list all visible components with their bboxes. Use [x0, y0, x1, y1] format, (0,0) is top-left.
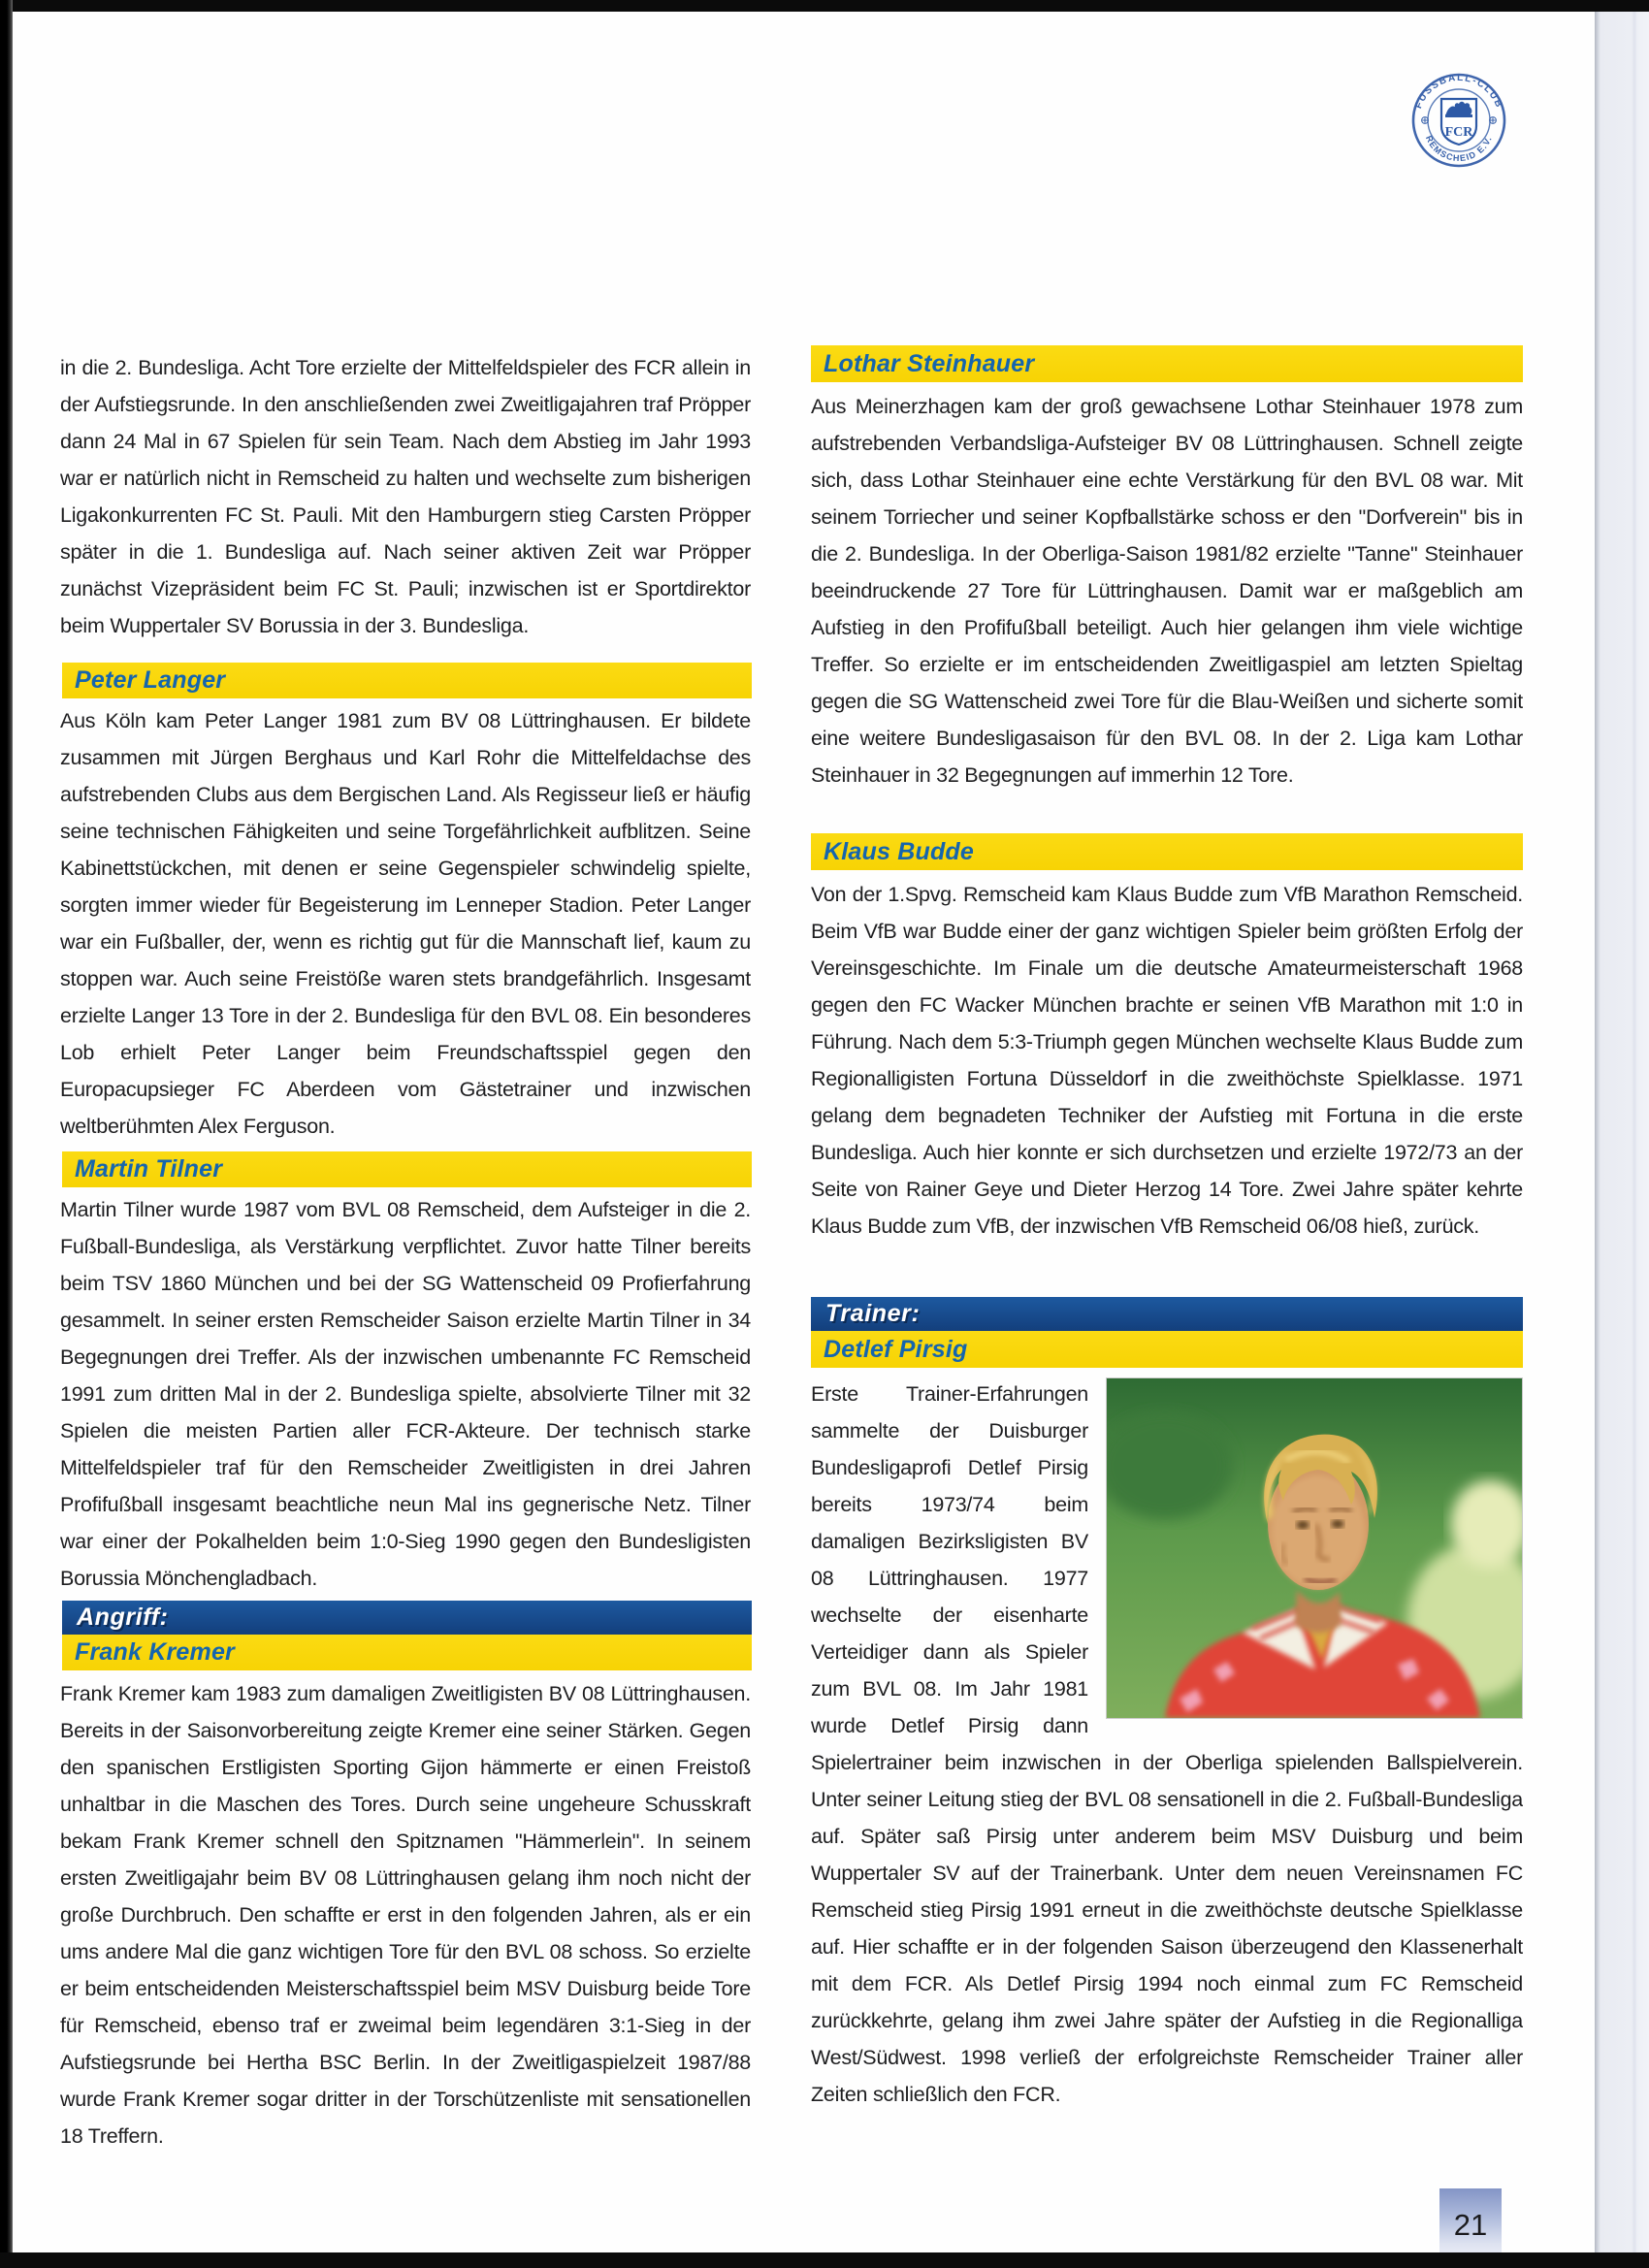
group-title: Trainer:: [825, 1300, 921, 1327]
section-title: Martin Tilner: [75, 1155, 223, 1183]
section-title: Frank Kremer: [75, 1638, 235, 1666]
section-bar-peter-langer: [62, 663, 752, 698]
klaus-budde-text: Von der 1.Spvg. Remscheid kam Klaus Budde zum VfB Marathon Remscheid. Beim VfB war Budde einer der ganz wichtigen Spieler beim größten Erfolg der Vereinsgeschichte. Im Finale um die deutsche Amateurmeisterschaft 1968 gegen den FC Wacker München brachte er seinen VfB Marathon mit 1:0 in Führung. Nach dem 5:3-Triumph gegen München wechselte Klaus Budde zum Regionalligisten Fortuna Düsseldorf in die zweithöchste Spielklasse. 1971 gelang dem begnadeten Techniker der Aufstieg mit Fortuna in die erste Bundesliga. Auch hier konnte er sich durchsetzen und erzielte 1972/73 an der Seite von Rainer Geye und Dieter Herzog 14 Tore. Zwei Jahre später kehrte Klaus Budde zum VfB, der inzwischen VfB Remscheid 06/08 hieß, zurück.: [811, 883, 1523, 1238]
martin-tilner-text: Martin Tilner wurde 1987 vom BVL 08 Remscheid, dem Aufsteiger in die 2. Fußball-Bundesliga, als Verstärkung verpflichtet. Zuvor hatte Tilner bereits beim TSV 1860 München und bei der SG Wattenscheid 09 Profierfahrung gesammelt. In seiner ersten Remscheider Saison erzielte Martin Tilner in 34 Begegnungen drei Treffer. Als der inzwischen umbenannte FC Remscheid 1991 zum dritten Mal in der 2. Bundesliga spielte, absolvierte Tilner mit 32 Spielen die meisten Partien aller FCR-Akteure. Der technisch starke Mittelfeldspieler traf für den Remscheider Zweitligisten in drei Jahren Profifußball insgesamt beachtliche neun Mal ins gegnerische Netz. Tilner war einer der Pokalhelden beim 1:0-Sieg 1990 gegen den Bundesligisten Borussia Mönchengladbach.: [60, 1198, 751, 1590]
section-bar-detlef-pirsig: [811, 1331, 1523, 1368]
scan-edge-left: [0, 0, 13, 2268]
klaus-budde-paragraph: [811, 876, 1523, 1293]
lothar-steinhauer-text: Aus Meinerzhagen kam der groß gewachsene Lothar Steinhauer 1978 zum aufstrebenden Verbandsliga-Aufsteiger BV 08 Lüttringhausen. Schnell zeigte sich, dass Lothar Steinhauer eine echte Verstärkung für den BVL 08 war. Mit seinem Torriecher und seiner Kopfballstärke schoss er den "Dorfverein" bis in die 2. Bundesliga. In der Oberliga-Saison 1981/82 erzielte "Tanne" Steinhauer beeindruckende 27 Tore für Lüttringhausen. Damit war er maßgeblich am Aufstieg in den Profifußball beteiligt. Auch hier gelangen ihm viele wichtige Treffer. So erzielte er im entscheidenden Zweitligaspiel am letzten Spieltag gegen die SG Wattenscheid zwei Tore für die Blau-Weißen und sicherte somit eine weitere Bundesligasaison für den BVL 08. In der 2. Liga kam Lothar Steinhauer in 32 Begegnungen auf immerhin 12 Tore.: [811, 395, 1523, 787]
fcr-club-logo: [1408, 66, 1509, 175]
proepper-intro-paragraph: [60, 349, 751, 664]
peter-langer-paragraph: [60, 702, 751, 1147]
section-bar-frank-kremer: [62, 1635, 752, 1670]
detlef-pirsig-text: Erste Trainer-Erfahrungen sammelte der Duisburger Bundesligaprofi Detlef Pirsig bereits 1973/74 beim damaligen Bezirksligisten BV 08 Lüttringhausen. 1977 wechselte der eisenharte Verteidiger dann als Spieler zum BVL 08. Im Jahr 1981 wurde Detlef Pirsig dann Spielertrainer beim inzwischen in der Oberliga spielenden Ballspielverein. Unter seiner Leitung stieg der BVL 08 sensationell in die 2. Fußball-Bundesliga auf. Später saß Pirsig unter anderem beim MSV Duisburg und beim Wuppertaler SV auf der Trainerbank. Unter dem neuen Vereinsnamen FC Remscheid stieg Pirsig 1991 erneut in die zweithöchste deutsche Spielklasse auf. Hier schaffte er in der folgenden Saison überzeugend den Klassenerhalt mit dem FCR. Als Detlef Pirsig 1994 noch einmal zum FC Remscheid zurückkehrte, gelang ihm zwei Jahre später der Aufstieg in die Regionalliga West/Südwest. 1998 verließ der erfolgreichste Remscheider Trainer aller Zeiten schließlich den FCR.: [811, 1382, 1523, 2106]
section-title: Lothar Steinhauer: [824, 349, 1035, 377]
logo-star-left: [1422, 117, 1429, 124]
proepper-intro-text: in die 2. Bundesliga. Acht Tore erzielte der Mittelfeldspieler des FCR allein in der Aufstiegsrunde. In den anschließenden zwei Zweitligajahren traf Pröpper dann 24 Mal in 67 Spielen für sein Team. Nach dem Abstieg im Jahr 1993 war er natürlich nicht in Remscheid zu halten und wechselte zum bisherigen Ligakonkurrenten FC St. Pauli. Mit den Hamburgern stieg Carsten Pröpper später in die 1. Bundesliga auf. Nach seiner aktiven Zeit war Pröpper zunächst Vizepräsident beim FC St. Pauli; inzwischen ist er Sportdirektor beim Wuppertaler SV Borussia in der 3. Bundesliga.: [60, 356, 751, 637]
section-title: Klaus Budde: [824, 837, 974, 865]
frank-kremer-paragraph: [60, 1675, 751, 2168]
scan-edge-top: [0, 0, 1649, 12]
scan-right-page-edge: [1595, 0, 1649, 2268]
logo-top-text: FUSSBALL-CLUB: [1413, 72, 1504, 111]
peter-langer-text: Aus Köln kam Peter Langer 1981 zum BV 08 Lüttringhausen. Er bildete zusammen mit Jürgen Berghaus und Karl Rohr die Mittelfeldachse des aufstrebenden Clubs aus dem Bergischen Land. Als Regisseur ließ er häufig seine technischen Fähigkeiten und seine Torgefährlichkeit aufblitzen. Seine Kabinettstückchen, mit denen er seine Gegenspieler schwindelig spielte, sorgten immer wieder für Begeisterung im Lenneper Stadion. Peter Langer war ein Fußballer, der, wenn es richtig gut für die Mannschaft lief, kaum zu stoppen war. Auch seine Freistöße waren stets brandgefährlich. Insgesamt erzielte Langer 13 Tore in der 2. Bundesliga für den BVL 08. Ein besonderes Lob erhielt Peter Langer beim Freundschaftsspiel gegen den Europacupsieger FC Aberdeen vom Gästetrainer und inzwischen weltberühmten Alex Ferguson.: [60, 709, 751, 1138]
frank-kremer-text: Frank Kremer kam 1983 zum damaligen Zweitligisten BV 08 Lüttringhausen. Bereits in der Saisonvorbereitung zeigte Kremer eine seiner Stärken. Gegen den spanischen Erstligisten Sporting Gijon hämmerte er einen Freistoß unhaltbar in die Maschen des Tores. Durch seine ungeheure Schusskraft bekam Frank Kremer schnell den Spitznamen "Hämmerlein". In seinem ersten Zweitligajahr beim BV 08 Lüttringhausen gelang ihm noch nicht der große Durchbruch. Den schaffte er erst in den folgenden Jahren, als er ein ums andere Mal die ganz wichtigen Tore für den BVL 08 schoss. So erzielte er beim entscheidenden Meisterschaftsspiel beim MSV Duisburg beide Tore für Remscheid, ebenso traf er zweimal beim legendären 3:1-Sieg in der Aufstiegsrunde bei Hertha BSC Berlin. In der Zweitligaspielzeit 1987/88 wurde Frank Kremer sogar dritter in der Torschützenliste mit sensationellen 18 Treffern.: [60, 1682, 751, 2148]
page-number-badge: [1439, 2188, 1502, 2262]
section-title: Detlef Pirsig: [824, 1335, 968, 1363]
scan-edge-bottom: [0, 2252, 1649, 2268]
section-bar-lothar-steinhauer: [811, 345, 1523, 382]
group-bar-angriff: [62, 1601, 752, 1635]
group-bar-trainer: [811, 1297, 1523, 1331]
martin-tilner-paragraph: [60, 1191, 751, 1597]
section-title: Peter Langer: [75, 666, 226, 694]
group-title: Angriff:: [77, 1604, 169, 1631]
detlef-pirsig-photo: [1106, 1377, 1523, 1719]
section-bar-klaus-budde: [811, 833, 1523, 870]
logo-star-right: [1490, 117, 1497, 124]
page-number: 21: [1453, 2208, 1488, 2242]
section-bar-martin-tilner: [62, 1151, 752, 1187]
logo-shield: [1441, 99, 1476, 145]
detlef-pirsig-paragraph: [811, 1376, 1523, 2124]
logo-shield-text: FCR: [1444, 125, 1473, 140]
logo-bottom-text: REMSCHEID E.V.: [1423, 134, 1495, 164]
lothar-steinhauer-paragraph: [811, 388, 1523, 830]
